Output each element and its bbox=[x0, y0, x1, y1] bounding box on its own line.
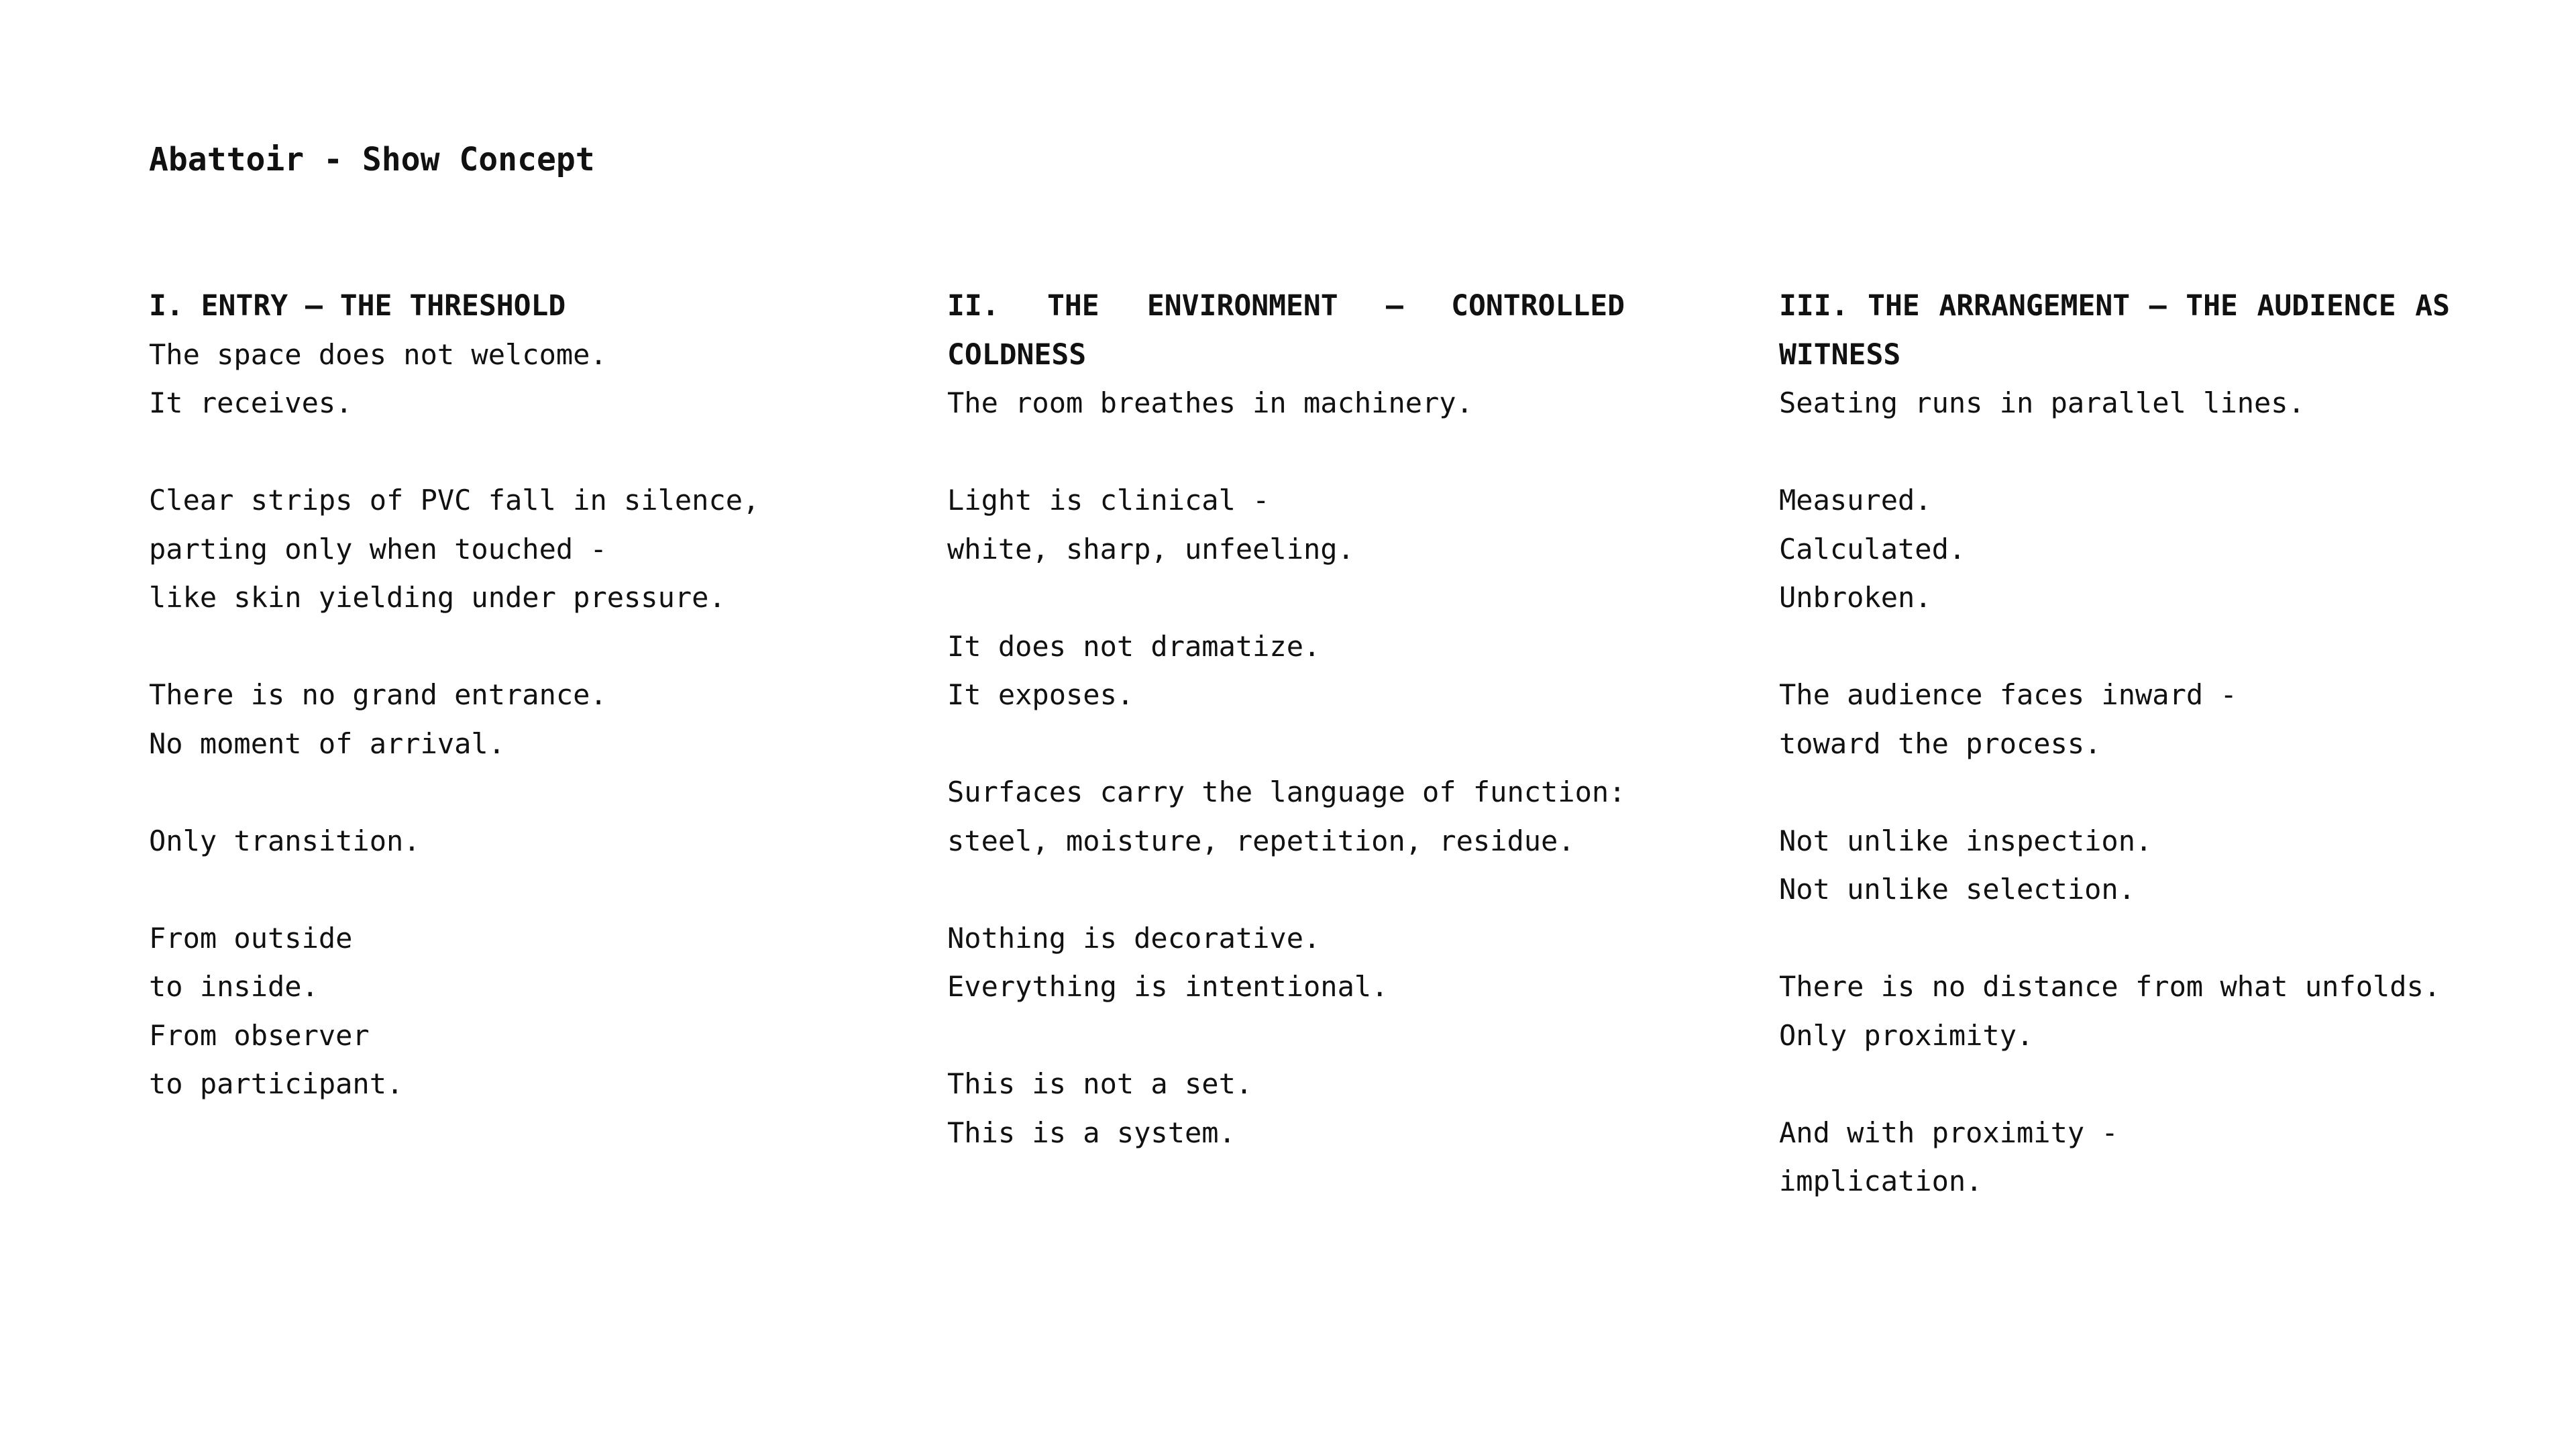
text-line: Not unlike inspection. bbox=[1779, 824, 2153, 857]
text-line: Everything is intentional. bbox=[947, 970, 1389, 1003]
paragraph bbox=[1779, 817, 2450, 914]
text-line: Clear strips of PVC fall in silence, bbox=[149, 484, 760, 517]
paragraph bbox=[149, 671, 860, 768]
text-line: Calculated. bbox=[1779, 532, 1966, 566]
text-line: Light is clinical - bbox=[947, 484, 1270, 517]
text-line: The space does not welcome. bbox=[149, 337, 607, 371]
text-line: Only transition. bbox=[149, 824, 421, 857]
paragraph bbox=[149, 331, 860, 428]
paragraph bbox=[1779, 671, 2450, 768]
text-line: Unbroken. bbox=[1779, 581, 1932, 614]
text-line: And with proximity - bbox=[1779, 1116, 2118, 1149]
text-line: to inside. bbox=[149, 970, 319, 1003]
paragraph bbox=[947, 768, 1625, 865]
text-line: No moment of arrival. bbox=[149, 727, 506, 760]
text-line: From observer bbox=[149, 1018, 370, 1052]
section-arrangement bbox=[1779, 282, 2450, 1254]
text-line: Seating runs in parallel lines. bbox=[1779, 386, 2305, 419]
paragraph bbox=[149, 914, 860, 1109]
paragraph bbox=[947, 476, 1625, 574]
text-line: implication. bbox=[1779, 1165, 1983, 1197]
text-line: It does not dramatize. bbox=[947, 629, 1321, 663]
text-line: Not unlike selection. bbox=[1779, 873, 2136, 906]
paragraph bbox=[947, 379, 1625, 428]
text-line: Surfaces carry the language of function: bbox=[947, 775, 1626, 808]
paragraph bbox=[149, 476, 860, 623]
text-line: like skin yielding under pressure. bbox=[149, 581, 726, 614]
paragraph bbox=[1779, 476, 2450, 623]
paragraph bbox=[149, 817, 860, 866]
paragraph bbox=[1779, 963, 2450, 1060]
section-heading: III. THE ARRANGEMENT — THE AUDIENCE AS WITNESS bbox=[1779, 289, 2450, 372]
paragraph bbox=[947, 623, 1625, 720]
text-line: Only proximity. bbox=[1779, 1018, 2034, 1052]
section-heading: II. THE ENVIRONMENT — CONTROLLED COLDNESS bbox=[947, 289, 1625, 372]
text-line: toward the process. bbox=[1779, 727, 2102, 760]
page-title: Abattoir - Show Concept bbox=[149, 141, 595, 178]
text-line: There is no grand entrance. bbox=[149, 678, 607, 711]
section-environment bbox=[947, 282, 1625, 1206]
text-line: From outside bbox=[149, 921, 353, 955]
paragraph bbox=[947, 1060, 1625, 1157]
text-line: The room breathes in machinery. bbox=[947, 386, 1473, 419]
section-entry bbox=[149, 282, 860, 1157]
section-heading: I. ENTRY — THE THRESHOLD bbox=[149, 289, 566, 323]
text-line: white, sharp, unfeeling. bbox=[947, 532, 1354, 566]
text-line: Nothing is decorative. bbox=[947, 921, 1321, 955]
text-line: parting only when touched - bbox=[149, 532, 607, 566]
text-line: There is no distance from what unfolds. bbox=[1779, 970, 2441, 1003]
paragraph bbox=[947, 914, 1625, 1012]
text-line: It receives. bbox=[149, 386, 353, 419]
text-line: to participant. bbox=[149, 1067, 404, 1100]
text-line: This is a system. bbox=[947, 1116, 1236, 1149]
text-line: steel, moisture, repetition, residue. bbox=[947, 824, 1575, 857]
text-line: It exposes. bbox=[947, 678, 1134, 711]
text-line: Measured. bbox=[1779, 484, 1932, 517]
text-line: This is not a set. bbox=[947, 1067, 1253, 1100]
paragraph bbox=[1779, 1109, 2450, 1206]
text-line: The audience faces inward - bbox=[1779, 678, 2237, 711]
paragraph bbox=[1779, 379, 2450, 428]
